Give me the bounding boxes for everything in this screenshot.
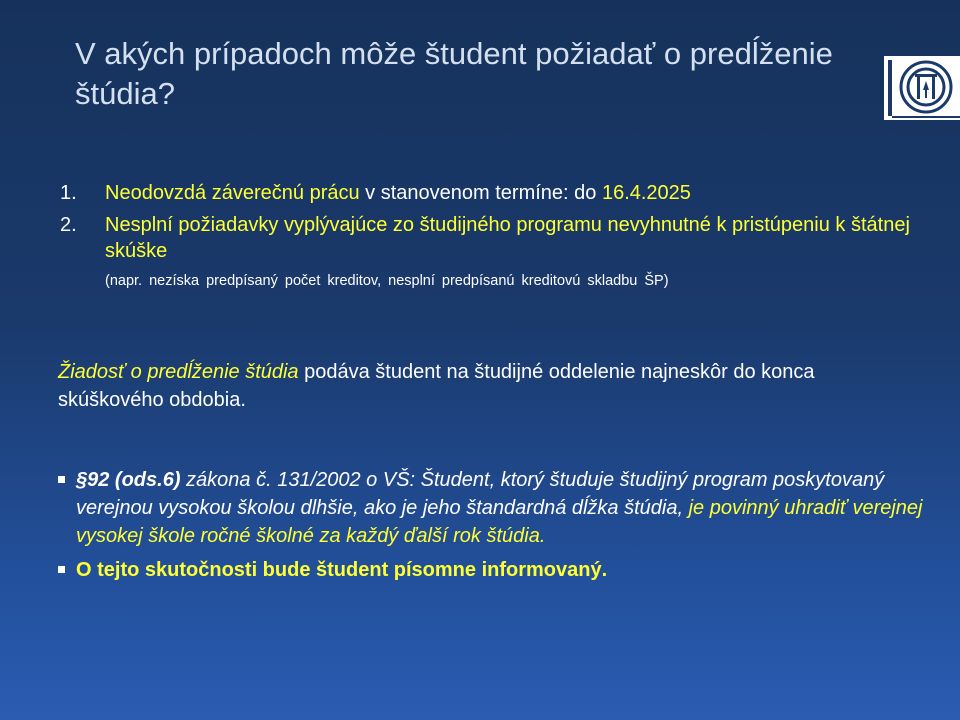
list-note: (napr. nezíska predpísaný počet kreditov, nesplní predpísanú kreditovú skladbu ŠP) [105,273,669,289]
list-item [60,180,940,206]
list-highlight: Nesplní požiadavky vyplývajúce zo študijného programu nevyhnutné k pristúpeniu k štátnej skúške [105,214,910,262]
notice-text: O tejto skutočnosti bude študent písomne informovaný. [76,559,608,581]
list-highlight: Neodovzdá záverečnú prácu [105,182,360,204]
slide-title: V akých prípadoch môže študent požiadať o predĺženie štúdia? [75,36,833,111]
paragraph-highlight: Žiadosť o predĺženie štúdia [58,361,299,383]
bullet-item [58,466,928,550]
list-number: 1. [60,182,77,204]
list-item [60,212,940,264]
bullet-square-icon [58,476,65,483]
law-text: zákona č. 131/2002 o VŠ: Študent, ktorý študuje študijný program poskytovaný verejnou vysokou školou dlhšie, ako je jeho štandardná dĺžka štúdia, [76,469,885,519]
bullet-list [58,466,928,584]
bullet-square-icon [58,566,65,573]
list-number: 2. [60,214,77,236]
list-text: v stanovenom termíne: do [359,182,602,204]
law-highlight: je povinný uhradiť verejnej vysokej škole ročné školné za každý ďalší rok štúdia. [76,497,923,547]
university-logo-icon [884,56,960,120]
paragraph-text: podáva študent na študijné oddelenie najneskôr do konca skúškového obdobia. [58,361,815,411]
law-reference: §92 (ods.6) [76,469,181,491]
conditions-list [60,180,940,291]
deadline-date: 16.4.2025 [601,182,691,204]
request-paragraph [58,358,918,414]
bullet-item [58,556,928,584]
